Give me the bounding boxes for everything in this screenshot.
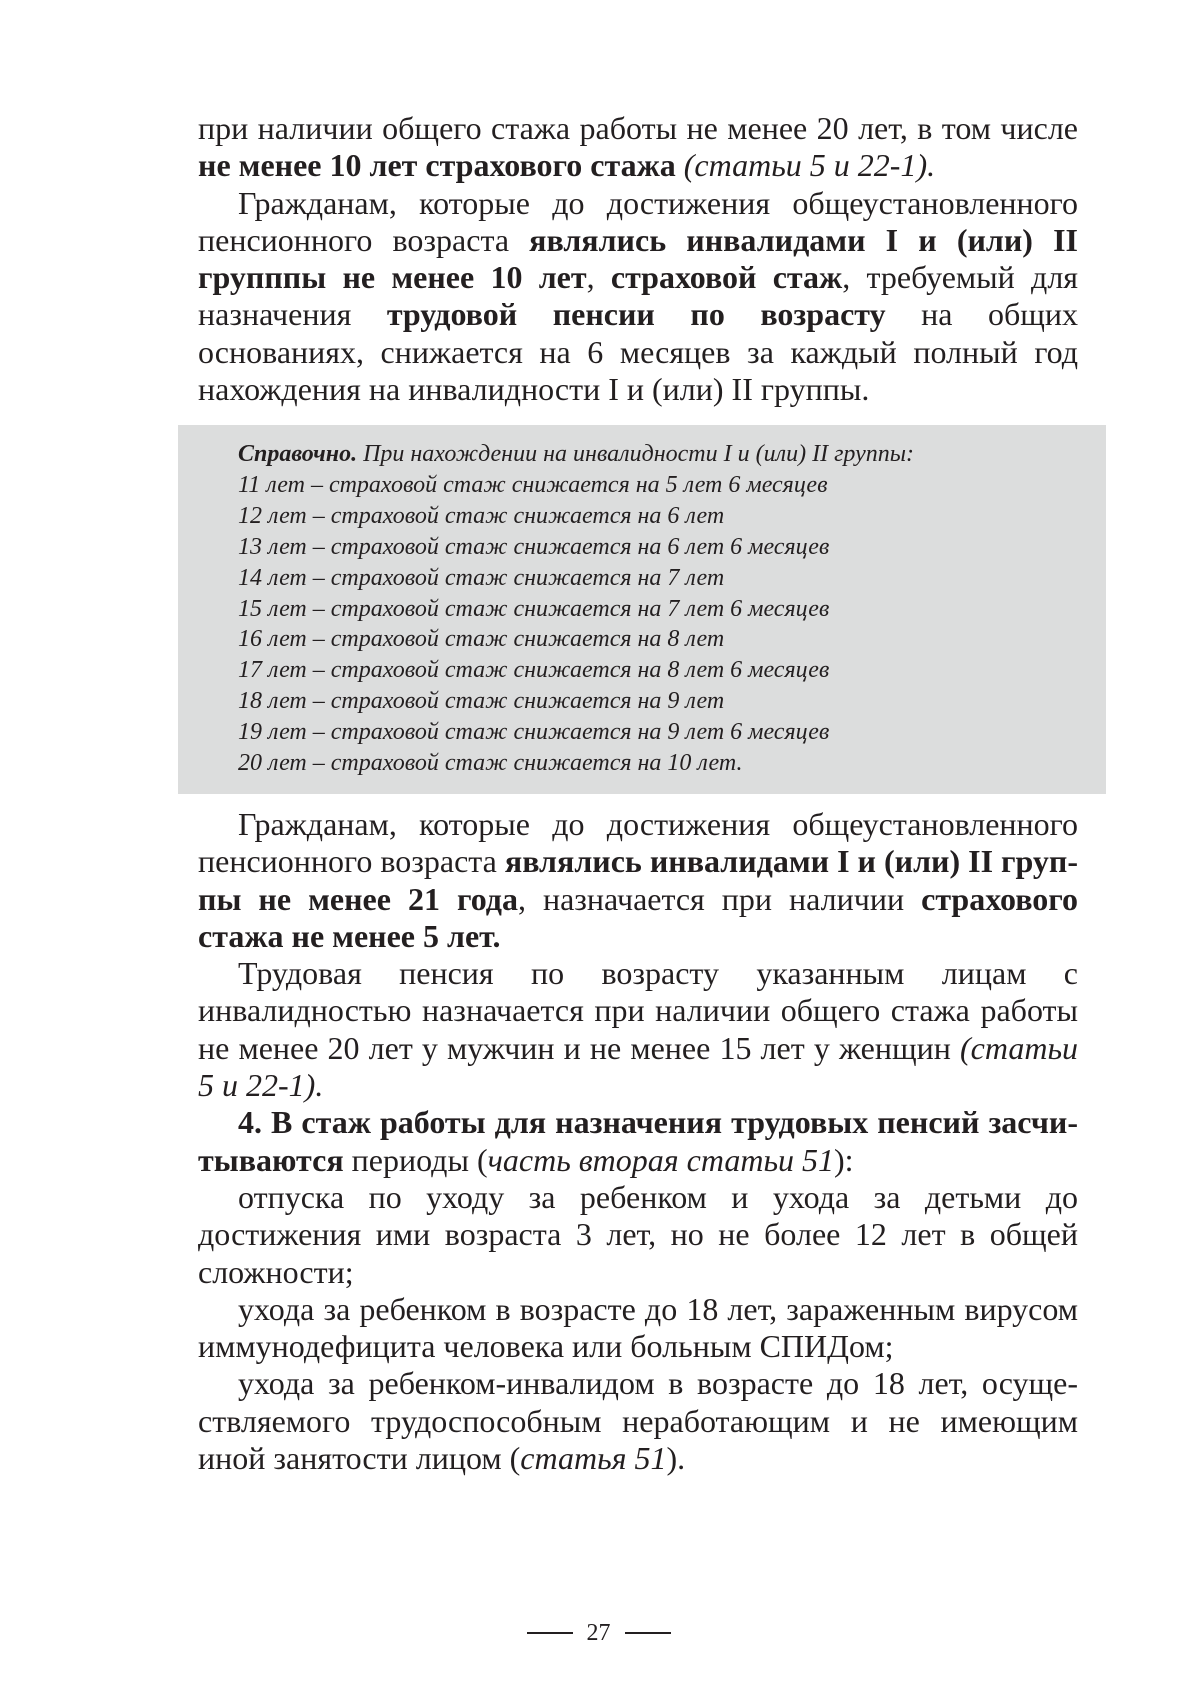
text-run: ухода за ребенком в возрасте до 18 лет, зараженным вирусом иммунодефицита человека или больным СПИДом; — [198, 1290, 1078, 1365]
reference-list — [238, 470, 1098, 779]
text-run: периоды ( — [343, 1141, 488, 1178]
bold-text: страхового стажа не менее 5 лет. — [198, 880, 1078, 954]
reference-line: 15 лет – страховой стаж снижается на 7 лет 6 месяцев — [238, 595, 830, 622]
reference-line: 19 лет – страховой стаж снижается на 9 лет 6 месяцев — [238, 719, 830, 746]
page-number: 27 — [586, 1620, 611, 1646]
text-run: при наличии общего стажа работы не менее 20 лет, в том числе — [198, 110, 1078, 146]
text-run: Гражданам, которые до достижения общеустановленного пенсионного возраста — [198, 806, 1078, 880]
text-run: ): — [834, 1141, 854, 1178]
footer-dash-right — [625, 1632, 671, 1634]
italic-reference: (статьи 5 и 22-1). — [198, 1029, 1078, 1104]
reference-content — [238, 439, 1098, 779]
body-text-top — [198, 110, 1078, 408]
bold-text: 4. В стаж работы для назначения трудовых пенсий засчитываются — [198, 1104, 1078, 1178]
reference-line: 13 лет – страховой стаж снижается на 6 лет 6 месяцев — [238, 533, 830, 560]
text-run: , назначается при наличии — [517, 880, 922, 917]
reference-line: 18 лет – страховой стаж снижается на 9 лет — [238, 688, 725, 715]
text-run — [676, 147, 684, 183]
text-run: отпуска по уходу за ребенком и ухода за детьми до достижения ими возраста 3 лет, но не более 12 лет в общей сложности; — [198, 1178, 1078, 1290]
reference-line: 11 лет – страховой стаж снижается на 5 лет 6 месяцев — [238, 471, 828, 498]
paragraph — [198, 185, 1078, 409]
reference-line: 12 лет – страховой стаж снижается на 6 лет — [238, 502, 725, 529]
text-run: Трудовая пенсия по возрасту указанным лицам с инвалидностью назначается при наличии общего стажа работы не менее 20 лет у мужчин и не менее 15 лет у женщин — [198, 955, 1078, 1066]
paragraph — [198, 110, 1078, 185]
footer-dash-left — [527, 1632, 573, 1634]
reference-line: 20 лет – страховой стаж снижается на 10 лет. — [238, 750, 743, 777]
text-run: , — [586, 259, 611, 296]
italic-reference: статья 51 — [520, 1440, 667, 1477]
body-text-bottom — [198, 806, 1078, 1477]
bold-text: являлись инвалидами I и (или) II групппы не менее 10 лет — [198, 221, 1078, 296]
paragraph — [198, 955, 1078, 1104]
reference-box — [178, 425, 1106, 794]
paragraph — [198, 1291, 1078, 1366]
italic-reference: (статьи 5 и 22-1). — [683, 147, 936, 184]
paragraph — [198, 806, 1078, 955]
reference-label: Справочно. — [238, 441, 358, 467]
text-run: , требуемый для назначения — [198, 259, 1079, 333]
paragraph — [198, 1179, 1078, 1291]
reference-line: 17 лет – страховой стаж снижается на 8 лет 6 месяцев — [238, 657, 830, 684]
reference-heading — [238, 439, 1098, 470]
paragraph — [198, 1104, 1078, 1179]
text-run: ). — [666, 1440, 686, 1477]
page-footer — [0, 1618, 1197, 1648]
reference-intro: При нахождении на инвалидности I и (или) II группы: — [357, 441, 915, 467]
reference-line: 16 лет – страховой стаж снижается на 8 лет — [238, 626, 725, 653]
text-run: Гражданам, которые до достижения общеустановленного пенсионного возраста — [198, 184, 1078, 258]
text-run: на общих основаниях, снижается на 6 месяцев за каждый полный год нахождения на инвалидности I и (или) II группы. — [198, 296, 1079, 408]
italic-reference: часть вторая статьи 51 — [487, 1141, 834, 1178]
bold-text: страховой стаж — [610, 259, 843, 296]
bold-text: являлись инвалидами I и (или) II группы не менее 21 года — [198, 843, 1079, 917]
bold-text: не менее 10 лет страхового стажа — [198, 147, 676, 184]
bold-text: трудовой пенсии по возрасту — [386, 296, 886, 333]
reference-line: 14 лет – страховой стаж снижается на 7 лет — [238, 564, 725, 591]
text-run: ухода за ребенком-инвалидом в возрасте до 18 лет, осуществляемого трудоспособным неработающим и не имеющим иной занятости лицом ( — [198, 1365, 1078, 1477]
paragraph — [198, 1365, 1078, 1477]
